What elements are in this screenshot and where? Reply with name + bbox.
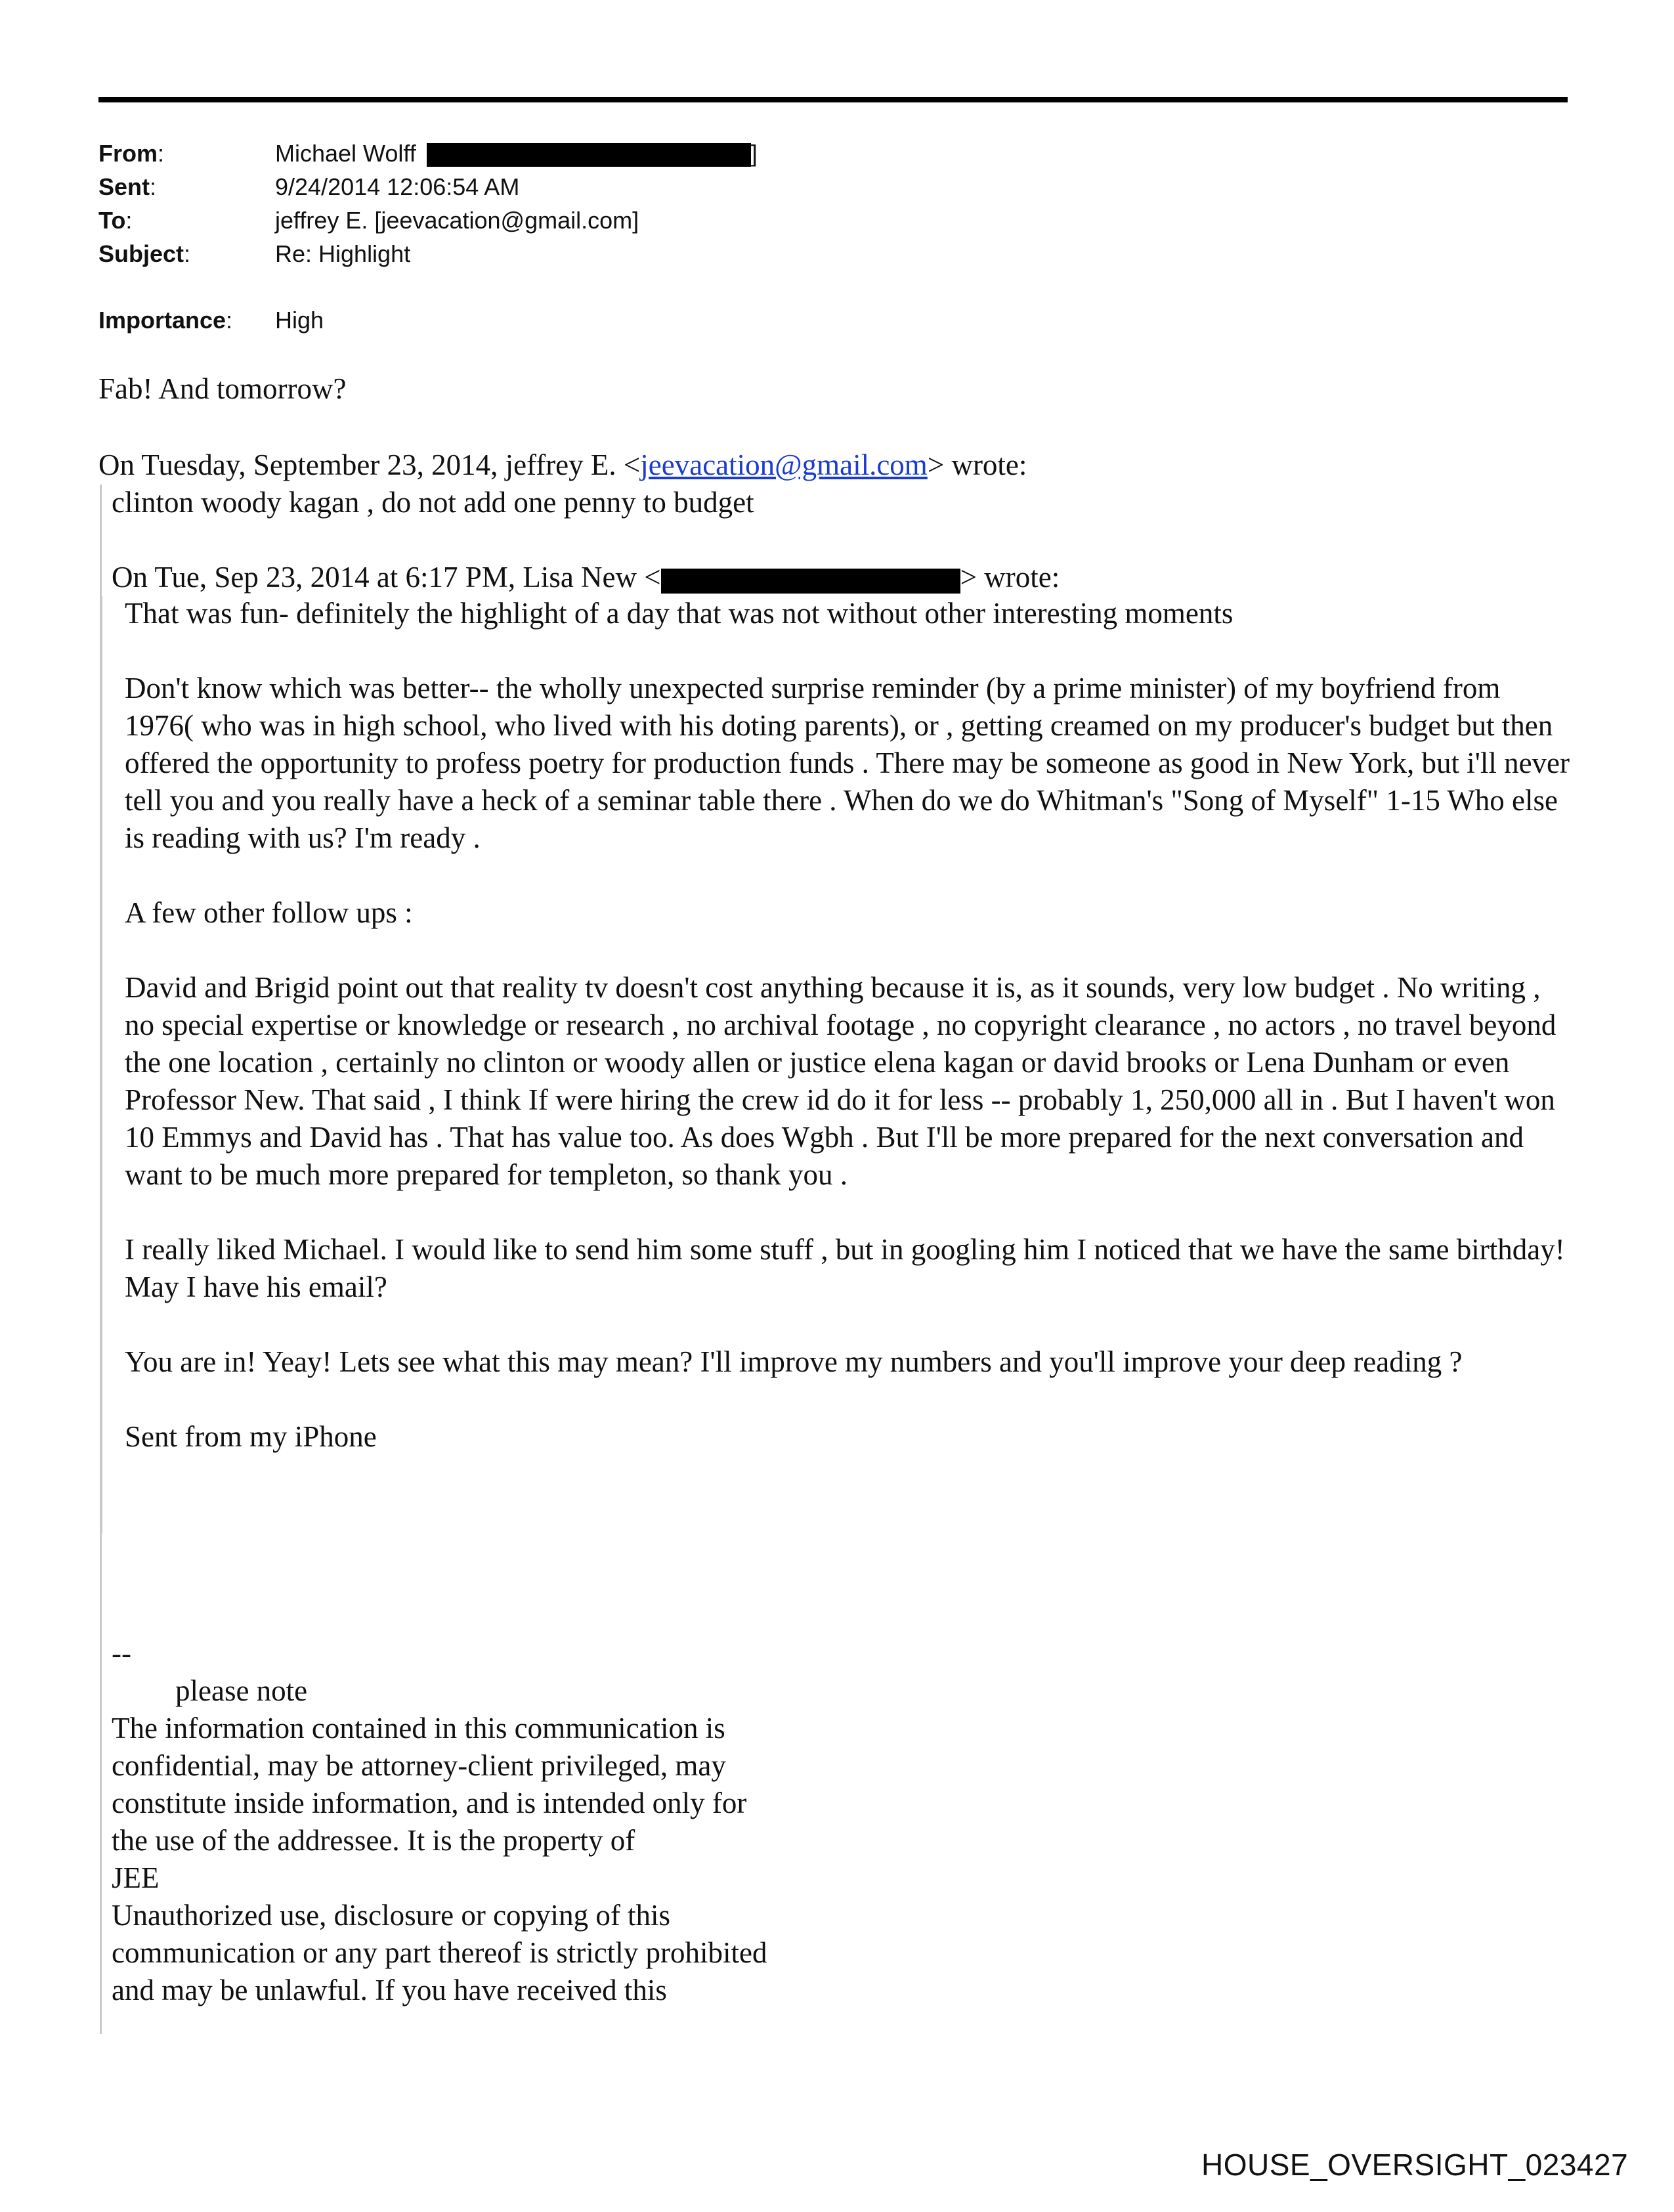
quote2-paragraph: I really liked Michael. I would like to send him some stuff , but in googling him I noticed that we have the same birthday! May I have his email?	[125, 1233, 1565, 1303]
quote1-email-link[interactable]: jeevacation@gmail.com	[640, 448, 928, 481]
quote2-body	[125, 595, 1576, 1456]
sent-label: Sent	[98, 173, 150, 200]
subject-value: Re: Highlight	[275, 240, 411, 267]
subject-row: Subject: Re: Highlight	[98, 237, 758, 271]
quote2-paragraph: A few other follow ups :	[125, 896, 413, 929]
quote2-paragraph: That was fun- definitely the highlight of a day that was not without other interesting moments	[125, 597, 1234, 630]
signature-line: JEE	[112, 1861, 160, 1894]
quote1-body: clinton woody kagan , do not add one penny to budget	[112, 486, 754, 519]
redaction-block	[661, 569, 960, 594]
signature-line: communication or any part thereof is strictly prohibited	[112, 1936, 767, 1969]
subject-label: Subject	[98, 240, 184, 267]
importance-value: High	[275, 307, 324, 334]
top-rule	[98, 97, 1568, 102]
to-label: To	[98, 207, 126, 234]
redaction-block	[427, 143, 751, 167]
from-value: Michael Wolff	[275, 140, 416, 167]
signature-dashes: --	[112, 1637, 131, 1670]
document-id: HOUSE_OVERSIGHT_023427	[1201, 2148, 1629, 2182]
to-row: To: jeffrey E. [jeevacation@gmail.com]	[98, 204, 758, 237]
sent-value: 9/24/2014 12:06:54 AM	[275, 173, 520, 200]
signature-block	[112, 1635, 767, 2009]
from-row: From: Michael Wolff ]	[98, 140, 758, 167]
sent-row: Sent: 9/24/2014 12:06:54 AM	[98, 170, 758, 204]
signature-line: confidential, may be attorney-client privileged, may	[112, 1749, 726, 1782]
signature-please-note: please note	[175, 1674, 308, 1707]
from-bracket: ]	[750, 140, 758, 167]
signature-line: the use of the addressee. It is the property of	[112, 1824, 635, 1857]
quote2-bar	[100, 596, 102, 1534]
quote2-paragraph: Sent from my iPhone	[125, 1420, 377, 1453]
to-value: jeffrey E. [jeevacation@gmail.com]	[275, 207, 639, 234]
quote2-paragraph: Don't know which was better-- the wholly unexpected surprise reminder (by a prime minister) of my boyfriend from 1976( who was in high school, who lived with his doting parents), or , getting creamed on my producer's budget but then offered the opportunity to profess poetry for production funds . There may be someone as good in New York, but i'll never tell you and you really have a heck of a seminar table there . When do we do Whitman's "Song of Myself" 1-15 Who else is reading with us? I'm ready .	[125, 672, 1570, 854]
reply-text: Fab! And tomorrow?	[98, 372, 347, 405]
importance-label: Importance	[98, 307, 226, 334]
signature-line: Unauthorized use, disclosure or copying of this	[112, 1899, 671, 1932]
from-label: From	[98, 140, 158, 167]
quote2-intro: On Tue, Sep 23, 2014 at 6:17 PM, Lisa New < > wrote:	[112, 561, 1060, 594]
signature-line: and may be unlawful. If you have received this	[112, 1974, 667, 2006]
importance-row: Importance: High	[98, 303, 758, 337]
quote1-intro: On Tuesday, September 23, 2014, jeffrey E. <jeevacation@gmail.com> wrote:	[98, 448, 1027, 481]
signature-line: constitute inside information, and is intended only for	[112, 1787, 747, 1819]
email-header	[98, 137, 758, 337]
quote2-paragraph: You are in! Yeay! Lets see what this may mean? I'll improve my numbers and you'll improve your deep reading ?	[125, 1345, 1463, 1378]
quote2-paragraph: David and Brigid point out that reality tv doesn't cost anything because it is, as it sounds, very low budget . No writing , no special expertise or knowledge or research , no archival footage , no copyright clearance , no actors , no travel beyond the one location , certainly no clinton or woody allen or justice elena kagan or david brooks or Lena Dunham or even Professor New. That said , I think If were hiring the crew id do it for less -- probably 1, 250,000 all in . But I haven't won 10 Emmys and David has . That has value too. As does Wgbh . But I'll be more prepared for the next conversation and want to be much more prepared for templeton, so thank you .	[125, 971, 1556, 1191]
signature-line: The information contained in this communication is	[112, 1712, 725, 1745]
